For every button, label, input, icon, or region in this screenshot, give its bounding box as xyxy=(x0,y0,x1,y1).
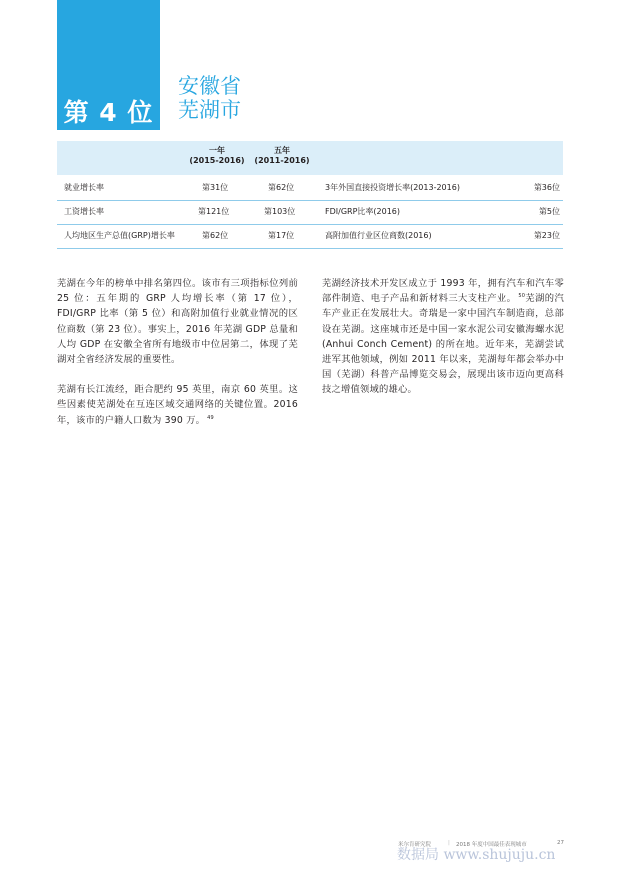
city-title xyxy=(178,74,241,122)
col-one-year-range: (2015-2016) xyxy=(189,156,245,165)
row-right-value: 第36位 xyxy=(533,183,560,192)
footer-page-number: 27 xyxy=(557,840,564,846)
col-one-year xyxy=(187,146,247,166)
body-left-column xyxy=(57,276,298,443)
row-label: 工资增长率 xyxy=(64,207,104,216)
paragraph-text: 芜湖的汽车产业正在发展壮大。奇瑞是一家中国汽车制造商，总部设在芜湖。这座城市还是中国一家水泥公司安徽海螺水泥 (Anhui Conch Cement) 的所在地。近年来，芜湖尝试进军其他领域，例如 2011 年以来，芜湖每年都会举办中国（芜湖）科普产品博览交易会，展现出该市迈向更高科技之增值领域的雄心。 xyxy=(322,293,564,396)
paragraph xyxy=(322,276,564,398)
col-one-year-title: 一年 xyxy=(209,146,225,155)
row-five-year: 第62位 xyxy=(268,183,295,192)
col-five-year xyxy=(252,146,312,166)
city-name: 芜湖市 xyxy=(178,98,241,122)
row-right-label: FDI/GRP比率(2016) xyxy=(325,207,400,216)
footer-org: 米尔肯研究院 xyxy=(398,842,432,848)
table-row xyxy=(57,201,563,223)
rank-box xyxy=(57,0,160,130)
row-label: 就业增长率 xyxy=(64,183,104,192)
province-name: 安徽省 xyxy=(178,74,241,98)
paragraph xyxy=(57,382,298,428)
table-header xyxy=(57,141,563,175)
body-right-column xyxy=(322,276,564,413)
row-label: 人均地区生产总值(GRP)增长率 xyxy=(64,231,175,240)
footer-separator: | xyxy=(448,840,450,846)
row-one-year: 第62位 xyxy=(202,231,229,240)
footnote-ref: 50 xyxy=(518,293,526,300)
row-one-year: 第31位 xyxy=(202,183,229,192)
row-five-year: 第17位 xyxy=(268,231,295,240)
col-five-year-range: (2011-2016) xyxy=(254,156,310,165)
table-row xyxy=(57,177,563,199)
row-one-year: 第121位 xyxy=(198,207,230,216)
row-five-year: 第103位 xyxy=(264,207,296,216)
row-right-value: 第5位 xyxy=(538,207,560,216)
row-right-label: 高附加值行业区位商数(2016) xyxy=(325,231,432,240)
row-right-value: 第23位 xyxy=(533,231,560,240)
paragraph: 芜湖在今年的榜单中排名第四位。该市有三项指标位列前 25 位：五年期的 GRP 人均增长率（第 17 位），FDI/GRP 比率（第 5 位）和高附加值行业就业情况的区位商数（第 23 位）。事实上，2016 年芜湖 GDP 总量和人均 GDP 在安徽全省所有地级市中位居第二，体现了芜湖对全省经济发展的重要性。 xyxy=(57,278,298,366)
footnote-ref: 49 xyxy=(207,414,214,421)
row-divider xyxy=(57,248,563,249)
rank-label: 第 4 位 xyxy=(63,98,154,127)
watermark: 数据局 www.shujuju.cn xyxy=(397,847,556,863)
footer-report: 2018 年度中国最佳表现城市 xyxy=(456,842,527,848)
paragraph-text: 芜湖经济技术开发区成立于 1993 年，拥有汽车和汽车零部件制造、电子产品和新材料三大支柱产业。 xyxy=(322,278,564,305)
row-right-label: 3年外国直接投资增长率(2013-2016) xyxy=(325,183,460,192)
col-five-year-title: 五年 xyxy=(274,146,290,155)
paragraph-text: 芜湖有长江流经，距合肥约 95 英里，南京 60 英里。这些因素使芜湖处在互连区域交通网络的关键位置。2016 年，该市的户籍人口数为 390 万。 xyxy=(57,384,298,426)
table-row xyxy=(57,225,563,247)
